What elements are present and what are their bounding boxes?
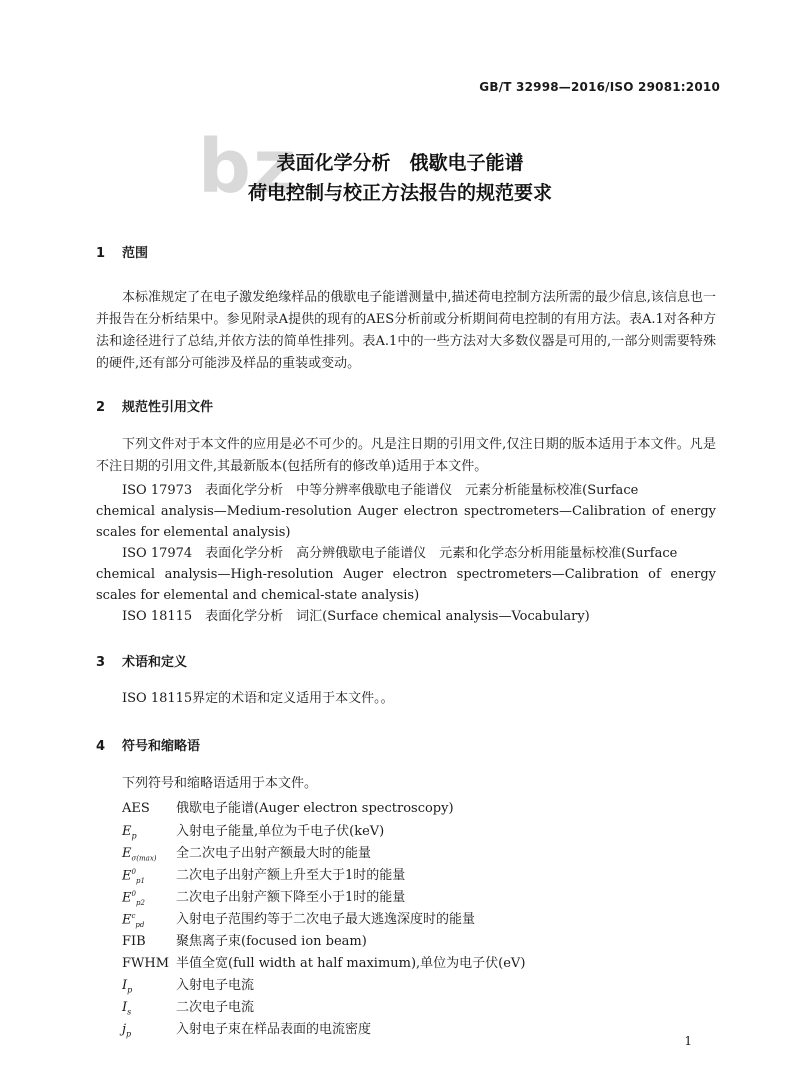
- symbol-definition: 入射电子束在样品表面的电流密度: [176, 1022, 372, 1037]
- symbol: AES: [122, 801, 150, 816]
- title-line-1: 表面化学分析 俄歇电子能谱: [276, 152, 524, 174]
- symbol-row-epd: [122, 908, 475, 928]
- section-title: 术语和定义: [122, 655, 188, 670]
- section-heading-normative: [96, 396, 213, 415]
- watermark: bz: [198, 124, 299, 210]
- symbol: $I_s$: [122, 1000, 132, 1017]
- symbol: $E_p$: [122, 824, 137, 841]
- symbol-row-ep: [122, 820, 384, 840]
- section-title: 符号和缩略语: [122, 739, 201, 754]
- symbol: $j_p$: [122, 1022, 132, 1039]
- symbol-definition: 全二次电子出射产额最大时的能量: [176, 846, 372, 861]
- symbol-row-ep1: [122, 864, 405, 884]
- section-number: 3: [96, 655, 106, 670]
- section-number: 2: [96, 400, 106, 415]
- section-number: 1: [96, 246, 106, 261]
- reference-line: ISO 18115 表面化学分析 词汇(Surface chemical analysis—Vocabulary): [122, 609, 590, 624]
- symbol: FIB: [122, 934, 146, 949]
- reference-line: ISO 17974 表面化学分析 高分辨俄歇电子能谱仪 元素和化学态分析用能量标校准(Surface: [122, 546, 678, 561]
- section-number: 4: [96, 739, 106, 754]
- section-heading-scope: [96, 242, 148, 261]
- symbol-definition: 聚焦离子束(focused ion beam): [176, 934, 367, 949]
- reference-iso-17973: [96, 480, 716, 543]
- symbol-definition: 入射电子能量,单位为千电子伏(keV): [176, 824, 385, 839]
- scope-paragraph: 本标准规定了在电子激发绝缘样品的俄歇电子能谱测量中,描述荷电控制方法所需的最少信息,该信息也一并报告在分析结果中。参见附录A提供的现有的AES分析前或分析期间荷电控制的有用方法。表A.1对各种方法和途径进行了总结,并依方法的简单性排列。表A.1中的一些方法对大多数仪器是可用的,一部分则需要特殊的硬件,还有部分可能涉及样品的重装或变动。: [96, 290, 716, 371]
- symbol-row-ip: [122, 974, 254, 994]
- section-title: 范围: [122, 246, 149, 261]
- symbols-intro: 下列符号和缩略语适用于本文件。: [122, 776, 318, 791]
- symbol-definition: 半值全宽(full width at half maximum),单位为电子伏(eV): [176, 956, 526, 971]
- reference-continuation: chemical analysis—Medium-resolution Auger electron spectrometers—Calibration of energy scales for elemental analysis): [96, 504, 716, 540]
- document-title: [0, 148, 800, 208]
- symbol-row-is: [122, 996, 254, 1016]
- symbol-row-fib: [122, 930, 367, 950]
- symbol-row-fwhm: [122, 952, 525, 972]
- symbol-row-jp: [122, 1018, 371, 1038]
- title-line-2: 荷电控制与校正方法报告的规范要求: [247, 182, 552, 204]
- symbol: FWHM: [122, 956, 170, 971]
- symbol-definition: 二次电子出射产额下降至小于1时的能量: [176, 890, 406, 905]
- symbol-definition: 入射电子电流: [176, 978, 255, 993]
- reference-line: ISO 17973 表面化学分析 中等分辨率俄歇电子能谱仪 元素分析能量标校准(Surface: [122, 483, 639, 498]
- section-heading-symbols: [96, 735, 200, 754]
- symbol-definition: 二次电子电流: [176, 1000, 255, 1015]
- symbol-definition: 二次电子出射产额上升至大于1时的能量: [176, 868, 406, 883]
- normative-intro: 下列文件对于本文件的应用是必不可少的。凡是注日期的引用文件,仅注日期的版本适用于本文件。凡是不注日期的引用文件,其最新版本(包括所有的修改单)适用于本文件。: [96, 437, 716, 474]
- symbol-row-ep2: [122, 886, 405, 906]
- section-heading-terms: [96, 651, 187, 670]
- section-title: 规范性引用文件: [122, 400, 214, 415]
- symbol-definition: 入射电子范围约等于二次电子最大逃逸深度时的能量: [176, 912, 476, 927]
- symbol-row-esigma: [122, 842, 371, 862]
- symbol: $E^c_{pd}$: [122, 911, 145, 929]
- symbol: $E_{\sigma(max)}$: [122, 846, 157, 863]
- page-number: 1: [684, 1034, 692, 1048]
- symbol-row-aes: [122, 797, 454, 817]
- reference-iso-18115: [96, 606, 716, 627]
- terms-paragraph: ISO 18115界定的术语和定义适用于本文件。。: [122, 691, 394, 706]
- symbol: $E^0_{p1}$: [122, 867, 145, 885]
- standard-number: GB/T 32998—2016/ISO 29081:2010: [479, 80, 720, 94]
- symbol: $E^0_{p2}$: [122, 889, 145, 907]
- reference-continuation: chemical analysis—High-resolution Auger electron spectrometers—Calibration of energy scales for elemental and chemical-state analysis): [96, 567, 716, 603]
- symbol-definition: 俄歇电子能谱(Auger electron spectroscopy): [176, 801, 454, 816]
- symbol: $I_p$: [122, 978, 133, 995]
- reference-iso-17974: [96, 543, 716, 606]
